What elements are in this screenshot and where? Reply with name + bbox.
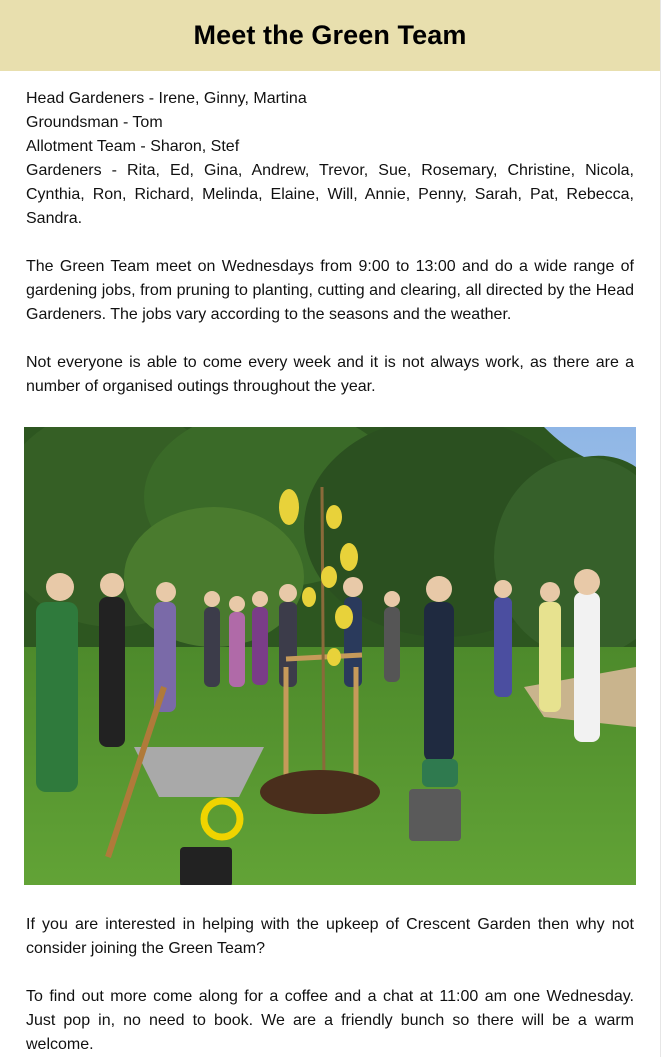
main-content [0, 71, 660, 1057]
roster-groundsman: Groundsman - Tom [26, 114, 163, 131]
spacer [26, 231, 634, 255]
spacer [26, 327, 634, 351]
page-header [0, 0, 660, 71]
spacer [26, 961, 634, 985]
find-out-paragraph: To find out more come along for a coffee and a chat at 11:00 am one Wednesday. Just pop in, no need to book. We are a friendly bunch so there will be a warm welcome. [26, 988, 634, 1053]
interest-paragraph: If you are interested in helping with the upkeep of Crescent Garden then why not consider joining the Green Team? [26, 916, 634, 957]
roster-head-gardeners: Head Gardeners - Irene, Ginny, Martina [26, 90, 307, 107]
meeting-paragraph: The Green Team meet on Wednesdays from 9:00 to 13:00 and do a wide range of gardening jobs, from pruning to planting, cutting and clearing, all directed by the Head Gardeners. The jobs vary according to the seasons and the weather. [26, 258, 634, 323]
garden-scene-image [24, 427, 636, 885]
roster-gardeners: Gardeners - Rita, Ed, Gina, Andrew, Trevor, Sue, Rosemary, Christine, Nicola, Cynthia, Ron, Richard, Melinda, Elaine, Will, Annie, Penny, Sarah, Pat, Rebecca, Sandra. [26, 162, 634, 227]
closing-section [26, 885, 634, 1057]
outings-paragraph: Not everyone is able to come every week and it is not always work, as there are a number of organised outings throughout the year. [26, 354, 634, 395]
roster-allotment-team: Allotment Team - Sharon, Stef [26, 138, 240, 155]
page-title: Meet the Green Team [193, 20, 467, 50]
team-roster [26, 87, 634, 231]
green-team-photo [24, 427, 636, 885]
